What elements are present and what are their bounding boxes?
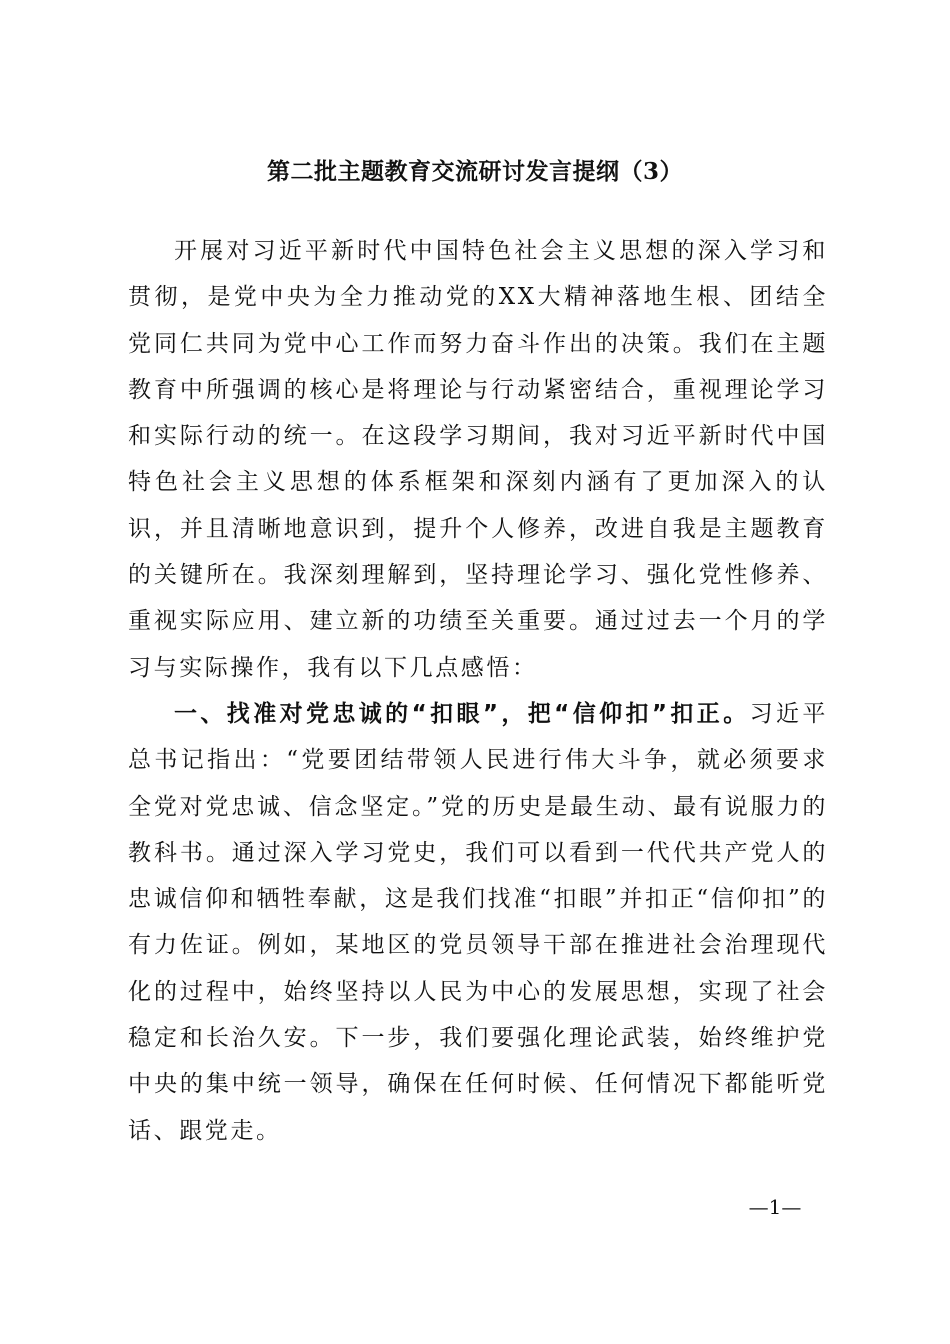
document-title: 第二批主题教育交流研讨发言提纲（3） [266,158,683,185]
document-body [128,228,828,1154]
section-one-heading: 一、找准对党忠诚的“扣眼”，把“信仰扣”扣正。 [174,700,750,727]
intro-paragraph-text: 开展对习近平新时代中国特色社会主义思想的深入学习和贯彻，是党中央为全力推动党的XX大精神落地生根、团结全党同仁共同为党中心工作而努力奋斗作出的决策。我们在主题教育中所强调的核心是将理论与行动紧密结合，重视理论学习和实际行动的统一。在这段学习期间，我对习近平新时代中国特色社会主义思想的体系框架和深刻内涵有了更加深入的认识，并且清晰地意识到，提升个人修养，改进自我是主题教育的关键所在。我深刻理解到，坚持理论学习、强化党性修养、重视实际应用、建立新的功绩至关重要。通过过去一个月的学习与实际操作，我有以下几点感悟： [128,238,828,681]
section-one-text: 习近平总书记指出：“党要团结带领人民进行伟大斗争，就必须要求全党对党忠诚、信念坚定。”党的历史是最生动、最有说服力的教科书。通过深入学习党史，我们可以看到一代代共产党人的忠诚信仰和牺牲奉献，这是我们找准“扣眼”并扣正“信仰扣”的有力佐证。例如，某地区的党员领导干部在推进社会治理现代化的过程中，始终坚持以人民为中心的发展思想，实现了社会稳定和长治久安。下一步，我们要强化理论武装，始终维护党中央的集中统一领导，确保在任何时候、任何情况下都能听党话、跟党走。 [128,700,828,1144]
section-one-paragraph [128,691,828,1154]
intro-paragraph [128,228,828,691]
page-number: —1— [748,1195,802,1219]
